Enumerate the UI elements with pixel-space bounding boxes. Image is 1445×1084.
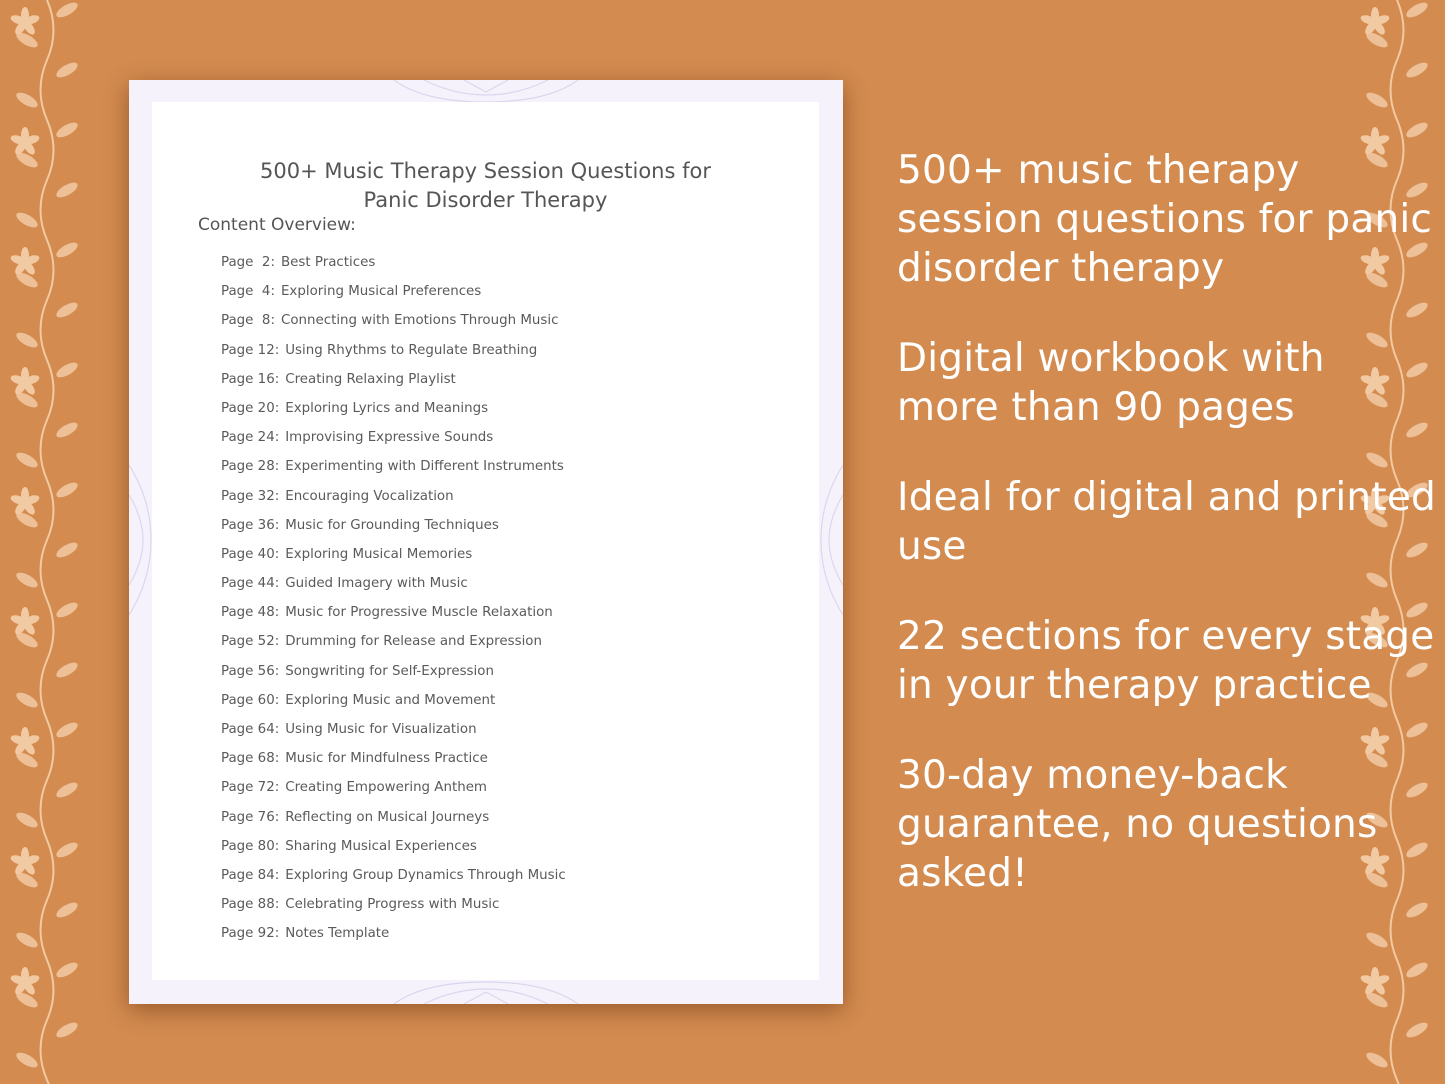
document-title-line2: Panic Disorder Therapy	[363, 188, 608, 212]
document-title	[152, 157, 819, 215]
document-sheet	[152, 102, 819, 980]
toc-section-title: Notes Template	[285, 926, 390, 942]
document-page	[129, 80, 843, 1004]
toc-entry	[221, 720, 566, 749]
toc-entry	[221, 457, 566, 486]
feature-text: Digital workbook with more than 90 pages	[897, 336, 1325, 430]
toc-entry	[221, 516, 566, 545]
mandala-bottom-ornament	[384, 980, 588, 1004]
toc-page-number: Page 56:	[221, 663, 280, 679]
toc-section-title: Music for Progressive Muscle Relaxation	[285, 605, 553, 621]
toc-entry	[221, 691, 566, 720]
feature-text: 500+ music therapy session questions for panic disorder therapy	[897, 148, 1433, 291]
toc-section-title: Exploring Musical Preferences	[280, 284, 482, 300]
toc-section-title: Creating Relaxing Playlist	[285, 371, 456, 387]
toc-entry	[221, 399, 566, 428]
toc-entry	[221, 749, 566, 778]
toc-section-title: Music for Grounding Techniques	[285, 517, 499, 533]
toc-entry	[221, 370, 566, 399]
toc-page-number: Page 72:	[221, 780, 280, 796]
toc-section-title: Music for Mindfulness Practice	[285, 751, 488, 767]
feature-text: 30-day money-back guarantee, no questions asked!	[897, 753, 1378, 896]
toc-page-number: Page 12:	[221, 342, 280, 358]
toc-page-number: Page 80:	[221, 838, 280, 854]
feature-text: 22 sections for every stage in your therapy practice	[897, 614, 1435, 708]
toc-entry	[221, 311, 566, 340]
toc-page-number: Page 44:	[221, 576, 280, 592]
mandala-left-ornament	[129, 460, 152, 620]
toc-section-title: Drumming for Release and Expression	[285, 634, 542, 650]
content-overview-heading: Content Overview:	[198, 215, 356, 235]
toc-page-number: Page 48:	[221, 605, 280, 621]
toc-entry	[221, 545, 566, 574]
toc-page-number: Page 2:	[221, 255, 275, 270]
mandala-top-ornament	[384, 80, 588, 104]
toc-page-number: Page 28:	[221, 459, 280, 475]
toc-page-number: Page 88:	[221, 897, 280, 913]
toc-page-number: Page 60:	[221, 692, 280, 708]
toc-entry	[221, 808, 566, 837]
toc-entry	[221, 895, 566, 924]
toc-section-title: Exploring Lyrics and Meanings	[285, 400, 489, 416]
feature-list	[897, 146, 1437, 939]
toc-section-title: Celebrating Progress with Music	[285, 897, 500, 913]
toc-entry	[221, 282, 566, 311]
toc-entry	[221, 574, 566, 603]
toc-section-title: Creating Empowering Anthem	[285, 780, 487, 796]
toc-section-title: Exploring Musical Memories	[285, 546, 473, 562]
toc-entry	[221, 778, 566, 807]
toc-entry	[221, 341, 566, 370]
toc-section-title: Using Music for Visualization	[285, 722, 477, 737]
toc-page-number: Page 40:	[221, 546, 280, 562]
toc-entry	[221, 632, 566, 661]
toc-page-number: Page 76:	[221, 809, 280, 825]
toc-entry	[221, 924, 566, 953]
document-title-line1: 500+ Music Therapy Session Questions for	[260, 159, 711, 183]
toc-page-number: Page 16:	[221, 371, 280, 387]
toc-section-title: Sharing Musical Experiences	[285, 838, 477, 854]
toc-section-title: Improvising Expressive Sounds	[285, 430, 494, 446]
toc-section-title: Best Practices	[280, 255, 376, 270]
toc-section-title: Songwriting for Self-Expression	[285, 663, 494, 679]
toc-page-number: Page 36:	[221, 517, 280, 533]
toc-page-number: Page 8:	[221, 313, 275, 329]
toc-entry	[221, 866, 566, 895]
toc-entry	[221, 662, 566, 691]
feature-text: Ideal for digital and printed use	[897, 475, 1436, 569]
toc-page-number: Page 92:	[221, 926, 280, 942]
table-of-contents	[221, 253, 566, 954]
toc-section-title: Using Rhythms to Regulate Breathing	[285, 342, 538, 358]
mandala-right-ornament	[820, 460, 843, 620]
toc-section-title: Experimenting with Different Instruments	[285, 459, 564, 475]
toc-section-title: Exploring Group Dynamics Through Music	[285, 867, 566, 883]
floral-vine-left-ornament	[0, 0, 95, 1084]
toc-section-title: Exploring Music and Movement	[285, 692, 496, 708]
toc-entry	[221, 837, 566, 866]
toc-page-number: Page 68:	[221, 751, 280, 767]
toc-page-number: Page 4:	[221, 284, 275, 300]
toc-entry	[221, 428, 566, 457]
toc-section-title: Encouraging Vocalization	[285, 488, 454, 504]
toc-page-number: Page 24:	[221, 430, 280, 446]
toc-page-number: Page 52:	[221, 634, 280, 650]
toc-section-title: Guided Imagery with Music	[285, 576, 468, 592]
toc-page-number: Page 32:	[221, 488, 280, 504]
toc-page-number: Page 20:	[221, 400, 280, 416]
toc-entry	[221, 487, 566, 516]
toc-entry	[221, 253, 566, 282]
toc-page-number: Page 84:	[221, 867, 280, 883]
toc-section-title: Connecting with Emotions Through Music	[280, 313, 559, 329]
toc-section-title: Reflecting on Musical Journeys	[285, 809, 490, 825]
toc-entry	[221, 603, 566, 632]
toc-page-number: Page 64:	[221, 722, 280, 737]
